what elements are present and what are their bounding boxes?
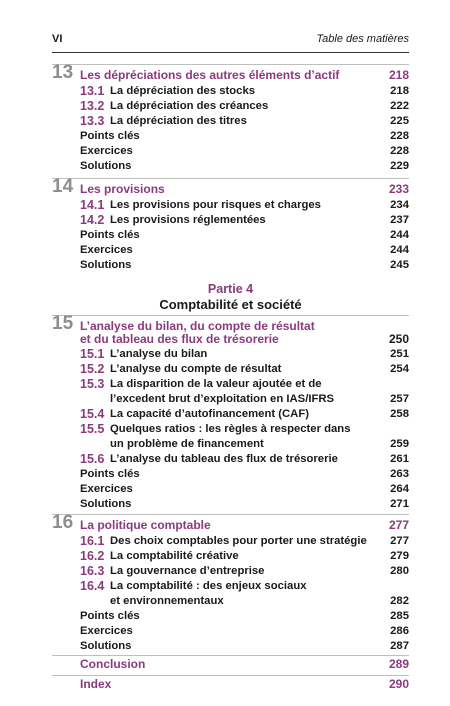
extra-page: 244 (390, 229, 409, 241)
extra-page: 285 (390, 610, 409, 622)
chapter-number: 16 (52, 512, 74, 533)
section-page: 279 (390, 550, 409, 562)
solutions-13[interactable] (52, 159, 409, 174)
section-divider (52, 675, 409, 676)
part-title: Comptabilité et société (159, 297, 302, 312)
section-label-line2: et environnementaux (110, 595, 224, 607)
section-number: 15.6 (80, 452, 105, 466)
section-page: 254 (390, 363, 409, 375)
section-label: La dépréciation des stocks (110, 85, 256, 97)
extra-page: 229 (390, 160, 409, 172)
chapter-divider (52, 514, 409, 515)
chapter-number: 15 (52, 313, 74, 334)
section-16-3[interactable] (52, 564, 409, 579)
extra-label: Solutions (80, 498, 132, 510)
section-label: La disparition de la valeur ajoutée et de (110, 378, 322, 390)
index-page: 290 (388, 677, 409, 691)
section-15-5-continued[interactable] (52, 437, 409, 452)
extra-page: 264 (390, 483, 409, 495)
extra-page: 287 (390, 640, 409, 652)
section-number: 15.5 (80, 422, 105, 436)
extra-label: Exercices (80, 483, 133, 495)
extra-page: 244 (390, 244, 409, 256)
extra-label: Exercices (80, 244, 133, 256)
section-number: 16.4 (80, 579, 105, 593)
section-15-4[interactable] (52, 407, 409, 422)
section-label: La comptabilité créative (110, 550, 239, 562)
section-label: Les provisions réglementées (110, 214, 266, 226)
section-page: 258 (390, 408, 409, 420)
page-number: VI (52, 33, 63, 45)
section-label: La gouvernance d’entreprise (110, 565, 265, 577)
extra-label: Solutions (80, 160, 132, 172)
extra-page: 245 (390, 259, 409, 271)
extra-page: 228 (390, 145, 409, 157)
section-page: 218 (390, 85, 409, 97)
section-label: La capacité d’autofinancement (CAF) (110, 408, 309, 420)
running-title: Table des matières (316, 33, 409, 45)
extra-page: 286 (390, 625, 409, 637)
chapter-page: 218 (388, 68, 409, 82)
exercices-14[interactable] (52, 243, 409, 258)
section-number: 15.3 (80, 377, 105, 391)
section-13-3[interactable] (52, 114, 409, 129)
section-number: 15.2 (80, 362, 105, 376)
extra-label: Points clés (80, 229, 140, 241)
chapter-15-continued[interactable] (52, 332, 409, 347)
section-label: La dépréciation des créances (110, 100, 269, 112)
section-number: 14.2 (80, 213, 105, 227)
chapter-16[interactable] (52, 512, 409, 534)
extra-page: 228 (390, 130, 409, 142)
section-15-6[interactable] (52, 452, 409, 467)
section-label: L’analyse du bilan (110, 348, 208, 360)
section-13-1[interactable] (52, 84, 409, 99)
extra-label: Exercices (80, 625, 133, 637)
section-15-3[interactable] (52, 377, 409, 392)
section-number: 16.1 (80, 534, 105, 548)
solutions-14[interactable] (52, 258, 409, 273)
chapter-title-line2: et du tableau des flux de trésorerie (80, 332, 279, 346)
section-number: 13.2 (80, 99, 105, 113)
chapter-number: 13 (52, 62, 74, 83)
conclusion-entry[interactable] (52, 657, 409, 672)
chapter-divider (52, 315, 409, 316)
chapter-14[interactable] (52, 176, 409, 198)
section-number: 15.1 (80, 347, 105, 361)
section-15-2[interactable] (52, 362, 409, 377)
conclusion-label: Conclusion (80, 657, 146, 671)
extra-label: Points clés (80, 610, 140, 622)
chapter-page: 277 (388, 518, 409, 532)
extra-label: Exercices (80, 145, 133, 157)
extra-label: Points clés (80, 130, 140, 142)
chapter-title-line1: L’analyse du bilan, du compte de résultat (80, 319, 315, 333)
conclusion-page: 289 (388, 657, 409, 671)
section-page: 280 (390, 565, 409, 577)
section-page: 237 (390, 214, 409, 226)
points-cles-15[interactable] (52, 467, 409, 482)
section-14-2[interactable] (52, 213, 409, 228)
section-number: 16.2 (80, 549, 105, 563)
chapter-number: 14 (52, 176, 74, 197)
section-page: 222 (390, 100, 409, 112)
section-label: La comptabilité : des enjeux sociaux (110, 580, 307, 592)
chapter-page: 250 (388, 332, 409, 346)
chapter-page: 233 (388, 182, 409, 196)
section-label: Des choix comptables pour porter une stratégie (110, 535, 367, 547)
section-15-5[interactable] (52, 422, 409, 437)
section-14-1[interactable] (52, 198, 409, 213)
section-number: 13.3 (80, 114, 105, 128)
extra-label: Solutions (80, 259, 132, 271)
section-page: 277 (390, 535, 409, 547)
chapter-title: Les dépréciations des autres éléments d’actif (80, 68, 340, 82)
section-number: 15.4 (80, 407, 105, 421)
section-label: La dépréciation des titres (110, 115, 247, 127)
section-15-1[interactable] (52, 347, 409, 362)
extra-page: 271 (390, 498, 409, 510)
section-15-3-continued[interactable] (52, 392, 409, 407)
solutions-16[interactable] (52, 639, 409, 654)
section-16-1[interactable] (52, 534, 409, 549)
section-16-2[interactable] (52, 549, 409, 564)
section-page: 251 (390, 348, 409, 360)
chapter-divider (52, 64, 409, 65)
section-label-line2: un problème de financement (110, 438, 264, 450)
chapter-divider (52, 178, 409, 179)
chapter-title: La politique comptable (80, 518, 211, 532)
section-label: L’analyse du compte de résultat (110, 363, 282, 375)
points-cles-16[interactable] (52, 609, 409, 624)
part-label: Partie 4 (207, 282, 254, 296)
index-label: Index (80, 677, 112, 691)
extra-label: Solutions (80, 640, 132, 652)
section-divider (52, 655, 409, 656)
section-label: Quelques ratios : les règles à respecter dans (110, 423, 351, 435)
section-page: 259 (390, 438, 409, 450)
section-page: 261 (390, 453, 409, 465)
section-page: 225 (390, 115, 409, 127)
chapter-13[interactable] (52, 62, 409, 84)
page-header (52, 30, 409, 53)
section-page: 234 (390, 199, 409, 211)
section-16-4[interactable] (52, 579, 409, 594)
extra-label: Points clés (80, 468, 140, 480)
exercices-15[interactable] (52, 482, 409, 497)
points-cles-14[interactable] (52, 228, 409, 243)
chapter-title: Les provisions (80, 182, 165, 196)
section-page: 257 (390, 393, 409, 405)
section-page: 282 (390, 595, 409, 607)
index-entry[interactable] (52, 677, 409, 692)
solutions-15[interactable] (52, 497, 409, 512)
section-number: 13.1 (80, 84, 105, 98)
extra-page: 263 (390, 468, 409, 480)
points-cles-13[interactable] (52, 129, 409, 144)
section-13-2[interactable] (52, 99, 409, 114)
section-label: L’analyse du tableau des flux de trésorerie (110, 453, 338, 465)
section-number: 14.1 (80, 198, 105, 212)
section-label-line2: l’excedent brut d’exploitation en IAS/IFRS (110, 393, 335, 405)
exercices-13[interactable] (52, 144, 409, 159)
section-label: Les provisions pour risques et charges (110, 199, 321, 211)
section-number: 16.3 (80, 564, 105, 578)
exercices-16[interactable] (52, 624, 409, 639)
section-16-4-continued[interactable] (52, 594, 409, 609)
